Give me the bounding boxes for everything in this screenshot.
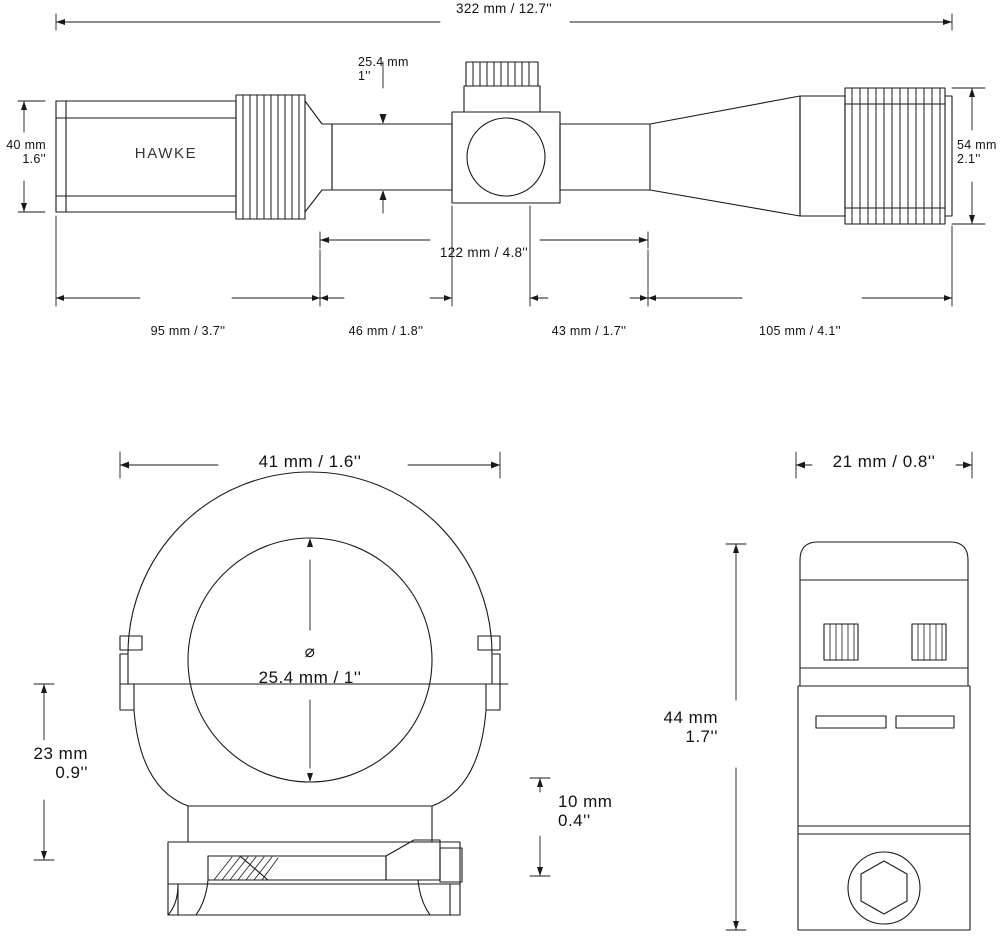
ring-height-label: 23 mm 0.9'' [33, 744, 88, 783]
ring-side-height-label: 44 mm 1.7'' [663, 708, 718, 747]
segment-3-label: 43 mm / 1.7'' [551, 324, 627, 338]
scope-profile [56, 62, 952, 224]
base-height-dimension [530, 778, 550, 876]
mounting-length-label: 122 mm / 4.8'' [439, 245, 529, 260]
objective-height-label: 54 mm 2.1'' [957, 138, 997, 166]
segment-2-label: 46 mm / 1.8'' [348, 324, 424, 338]
ring-front-width-label: 41 mm / 1.6'' [258, 452, 362, 471]
eyepiece-height-label: 40 mm 1.6'' [6, 138, 46, 166]
segment-1-label: 95 mm / 3.7'' [150, 324, 226, 338]
brand-logo: HAWKE [134, 145, 198, 162]
base-height-label: 10 mm 0.4'' [558, 792, 613, 831]
overall-length-label: 322 mm / 12.7'' [456, 1, 552, 16]
tube-diameter-label: 25.4 mm 1'' [358, 55, 409, 83]
ring-front-view [120, 472, 508, 915]
bore-diameter-symbol: ⌀ [304, 642, 316, 661]
segment-4-label: 105 mm / 4.1'' [759, 324, 841, 338]
ring-side-height-dimension [726, 544, 746, 930]
ring-side-view [798, 542, 970, 930]
bore-diameter-label: 25.4 mm / 1'' [258, 668, 362, 687]
ring-side-width-label: 21 mm / 0.8'' [832, 452, 936, 471]
